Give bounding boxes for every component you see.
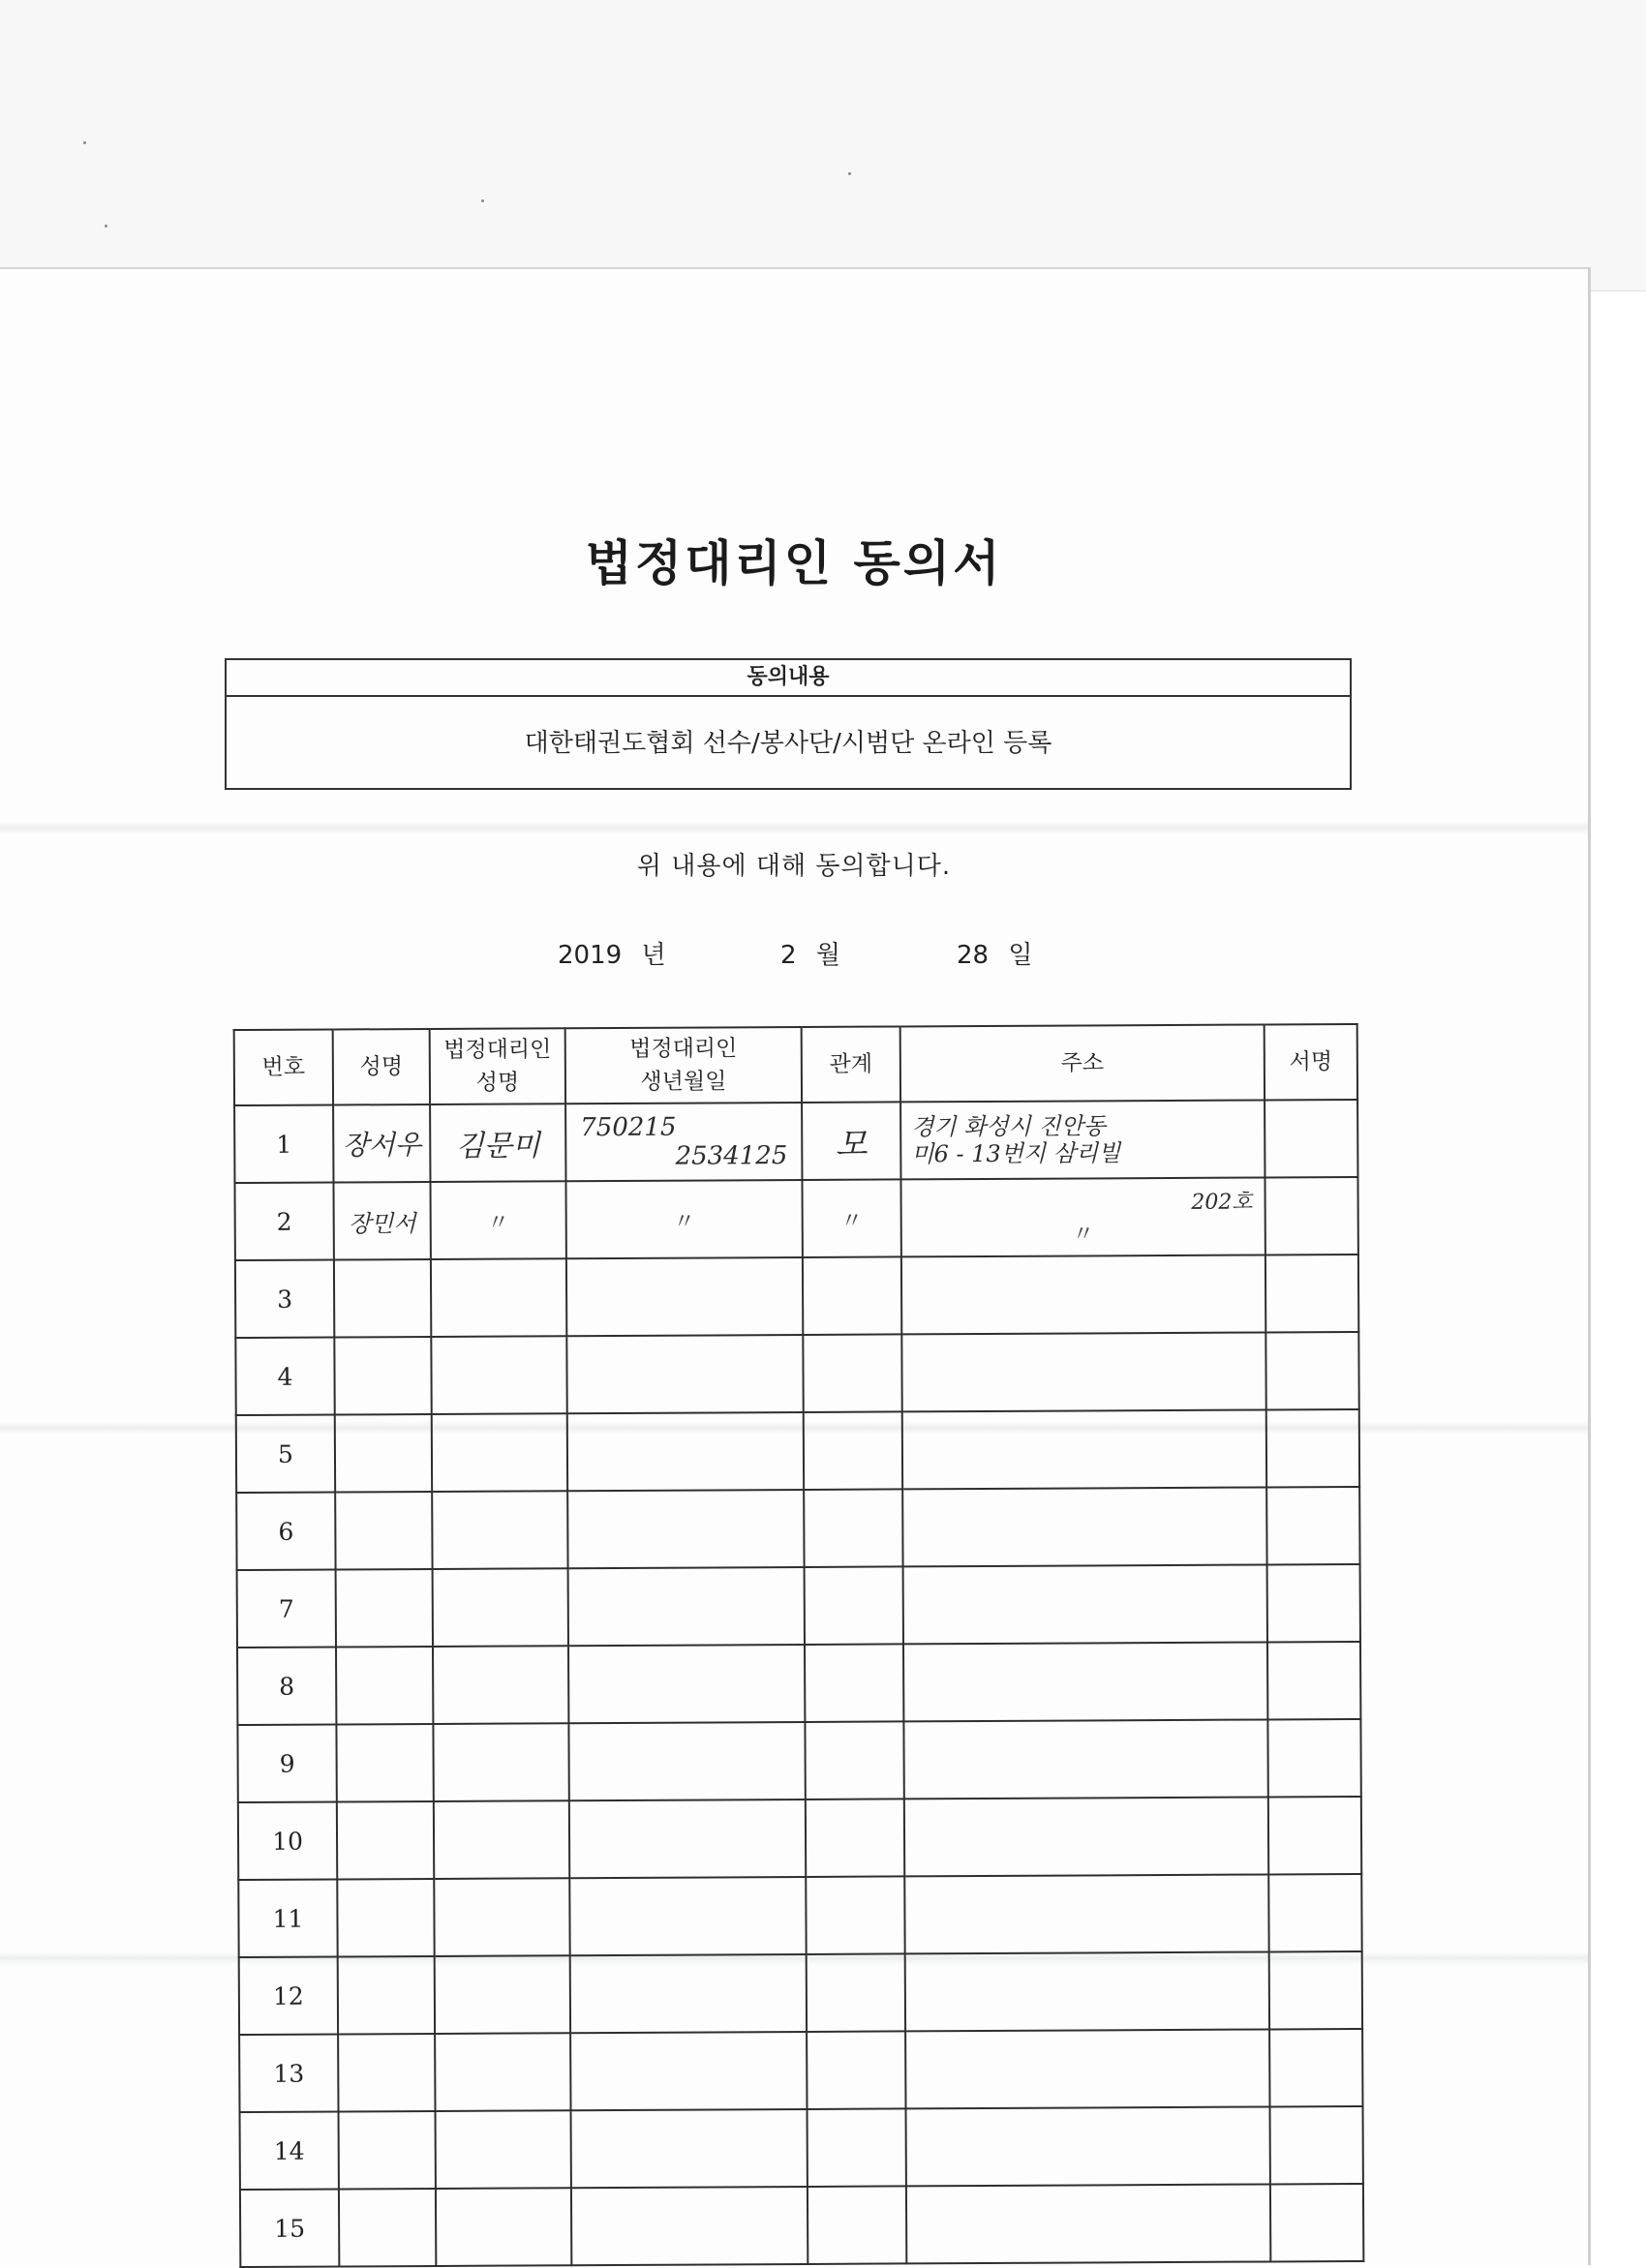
signature-cell: [1265, 1332, 1358, 1410]
row-number: 12: [239, 1956, 338, 2035]
relation: [806, 1876, 904, 1954]
header-address: 주소: [900, 1024, 1265, 1102]
document-title: 법정대리인 동의서: [585, 535, 1003, 591]
participant-name: [339, 2189, 436, 2267]
address: [903, 1642, 1267, 1721]
relation: 모: [802, 1102, 900, 1180]
row-number: 7: [237, 1570, 336, 1648]
guardian-birth: [571, 2109, 808, 2188]
consent-header: 동의내용: [227, 660, 1350, 697]
address: [905, 1951, 1269, 2031]
signature-cell: [1269, 2029, 1362, 2107]
scan-speck: [481, 199, 484, 202]
signature-cell: [1270, 2184, 1363, 2262]
participant-name: 장서우: [333, 1104, 430, 1183]
address: [906, 2106, 1270, 2186]
guardian-birth: [571, 2187, 808, 2265]
signature-cell: [1267, 1642, 1360, 1720]
guardian-name: [431, 1336, 566, 1414]
signature-cell: [1266, 1487, 1359, 1565]
relation: [803, 1256, 901, 1335]
relation: [808, 2186, 906, 2264]
address: [902, 1409, 1266, 1489]
table-row: [234, 1100, 1357, 1183]
relation: [804, 1489, 902, 1567]
table-row: [234, 1177, 1357, 1260]
guardian-birth-line1: 750215: [580, 1112, 677, 1143]
row-number: 13: [239, 2034, 338, 2112]
signature-cell: [1267, 1719, 1360, 1798]
guardian-name: [434, 1878, 569, 1956]
guardian-name: [436, 2110, 571, 2189]
relation: [805, 1566, 903, 1645]
table-row: [238, 1874, 1361, 1957]
header-relation: 관계: [802, 1026, 900, 1103]
guardian-table: [233, 1023, 1365, 2268]
date-month: [780, 935, 840, 971]
participant-name: [337, 1801, 434, 1880]
guardian-name: [433, 1646, 568, 1724]
guardian-name: [433, 1723, 568, 1801]
participant-name: [338, 2034, 435, 2112]
header-guardian-birth-line2: 생년월일: [640, 1069, 727, 1095]
date-day: [957, 935, 1032, 971]
table-row: [237, 1719, 1360, 1802]
guardian-name: [435, 1955, 570, 2034]
guardian-birth: [567, 1412, 804, 1491]
address-line1: 경기 화성시 진안동: [911, 1112, 1107, 1141]
row-number: 9: [237, 1725, 336, 1803]
signature-cell: [1269, 1951, 1362, 2030]
address: [904, 1874, 1268, 1953]
guardian-birth: [569, 1877, 806, 1955]
guardian-birth: [568, 1645, 805, 1723]
row-number: 4: [235, 1338, 334, 1416]
relation: [806, 1799, 904, 1877]
address-line3: 202호: [1191, 1190, 1253, 1215]
relation: [807, 2031, 905, 2109]
table-header-row: [234, 1024, 1357, 1105]
guardian-name: [436, 2188, 571, 2266]
row-number: 11: [238, 1879, 337, 1957]
table-row: [236, 1487, 1359, 1570]
guardian-birth: [568, 1722, 805, 1800]
date-year-unit: 년: [641, 941, 666, 970]
scan-speck: [848, 172, 851, 175]
date-year-value: 2019: [558, 941, 623, 970]
relation: [807, 1953, 905, 2032]
table-row: [240, 2184, 1363, 2267]
guardian-name: 〃: [430, 1181, 565, 1259]
participant-name: [336, 1647, 433, 1725]
consent-body: 대한태권도협회 선수/봉사단/시범단 온라인 등록: [524, 729, 1052, 758]
table-row: [240, 2106, 1363, 2190]
participant-name: [338, 1956, 435, 2035]
address: [905, 2029, 1269, 2108]
row-number: 10: [238, 1802, 337, 1881]
address: [901, 1332, 1265, 1411]
scan-speck: [105, 225, 107, 227]
guardian-name: [431, 1258, 566, 1337]
address-line2: 미6 - 13번지 삼리빌: [911, 1139, 1121, 1168]
guardian-name: [434, 1800, 569, 1879]
date-year: [558, 935, 666, 971]
participant-name: [337, 1879, 434, 1957]
guardian-name: [432, 1413, 567, 1492]
guardian-name: [435, 2033, 570, 2111]
guardian-birth: [566, 1257, 803, 1336]
address: [900, 1177, 1265, 1256]
signature-cell: [1267, 1564, 1360, 1643]
signature-cell: [1268, 1874, 1361, 1952]
guardian-name: [432, 1491, 567, 1569]
consent-box: [225, 658, 1352, 790]
table-row: [237, 1642, 1360, 1725]
table-row: [237, 1564, 1360, 1648]
participant-name: [334, 1337, 431, 1415]
signature-cell: [1266, 1409, 1359, 1488]
guardian-name: 김문미: [430, 1104, 565, 1182]
row-number: 3: [235, 1260, 334, 1339]
date-day-value: 28: [957, 941, 990, 970]
guardian-name: [433, 1568, 568, 1647]
table-row: [236, 1409, 1359, 1493]
row-number: 1: [234, 1105, 333, 1184]
participant-name: [336, 1569, 433, 1648]
table-row: [239, 1951, 1362, 2035]
guardian-birth: [569, 1799, 806, 1878]
row-number: 6: [236, 1493, 335, 1571]
row-number: 15: [240, 2189, 339, 2267]
header-name: 성명: [333, 1029, 430, 1105]
row-number: 14: [240, 2111, 339, 2190]
guardian-birth: [570, 1954, 807, 2033]
address: [902, 1487, 1266, 1566]
address: [903, 1719, 1267, 1799]
date-day-unit: 일: [1008, 941, 1033, 970]
relation: [803, 1334, 901, 1412]
table-row: [235, 1332, 1358, 1415]
relation: [805, 1721, 903, 1799]
relation: [805, 1644, 903, 1722]
participant-name: [335, 1414, 432, 1493]
table-row: [238, 1797, 1361, 1880]
guardian-birth: [567, 1490, 804, 1568]
header-guardian-name-line1: 법정대리인: [443, 1037, 552, 1063]
address: [903, 1564, 1267, 1644]
row-number: 8: [237, 1648, 336, 1726]
header-guardian-birth: [565, 1027, 802, 1104]
signature-cell: [1270, 2106, 1363, 2185]
header-no: 번호: [234, 1030, 333, 1106]
guardian-birth-line2: 2534125: [675, 1141, 788, 1171]
signature-cell: [1265, 1177, 1357, 1255]
signature-cell: [1265, 1100, 1357, 1178]
address: [904, 1797, 1268, 1876]
relation: [804, 1411, 902, 1490]
row-number: 5: [236, 1415, 335, 1494]
guardian-birth: [565, 1103, 802, 1181]
date-month-unit: 월: [815, 941, 840, 970]
table-row: [235, 1255, 1358, 1338]
participant-name: [334, 1259, 431, 1338]
row-number: 2: [234, 1183, 333, 1261]
header-signature: 서명: [1265, 1024, 1357, 1101]
guardian-birth: 〃: [565, 1180, 802, 1258]
participant-name: 장민서: [333, 1182, 430, 1260]
address-ditto: 〃: [1072, 1222, 1095, 1248]
header-guardian-name: [430, 1028, 565, 1104]
signature-cell: [1265, 1255, 1358, 1333]
header-guardian-name-line2: 성명: [475, 1070, 520, 1096]
guardian-birth: [566, 1335, 803, 1413]
address: [906, 2184, 1270, 2263]
date-month-value: 2: [780, 941, 797, 970]
participant-name: [339, 2111, 436, 2190]
agreement-statement: 위 내용에 대해 동의합니다.: [636, 852, 952, 881]
relation: [808, 2108, 906, 2187]
signature-cell: [1268, 1797, 1361, 1875]
participant-name: [336, 1724, 433, 1802]
background-sheet: [0, 0, 1646, 291]
address: [901, 1255, 1265, 1334]
header-guardian-birth-line1: 법정대리인: [629, 1036, 738, 1062]
table-row: [239, 2029, 1362, 2112]
participant-name: [335, 1492, 432, 1570]
guardian-birth: [570, 2032, 807, 2110]
scan-speck: [83, 141, 86, 144]
address: [900, 1100, 1265, 1179]
paper-fold: [0, 821, 1588, 834]
relation: 〃: [802, 1179, 900, 1257]
guardian-birth: [568, 1567, 805, 1646]
